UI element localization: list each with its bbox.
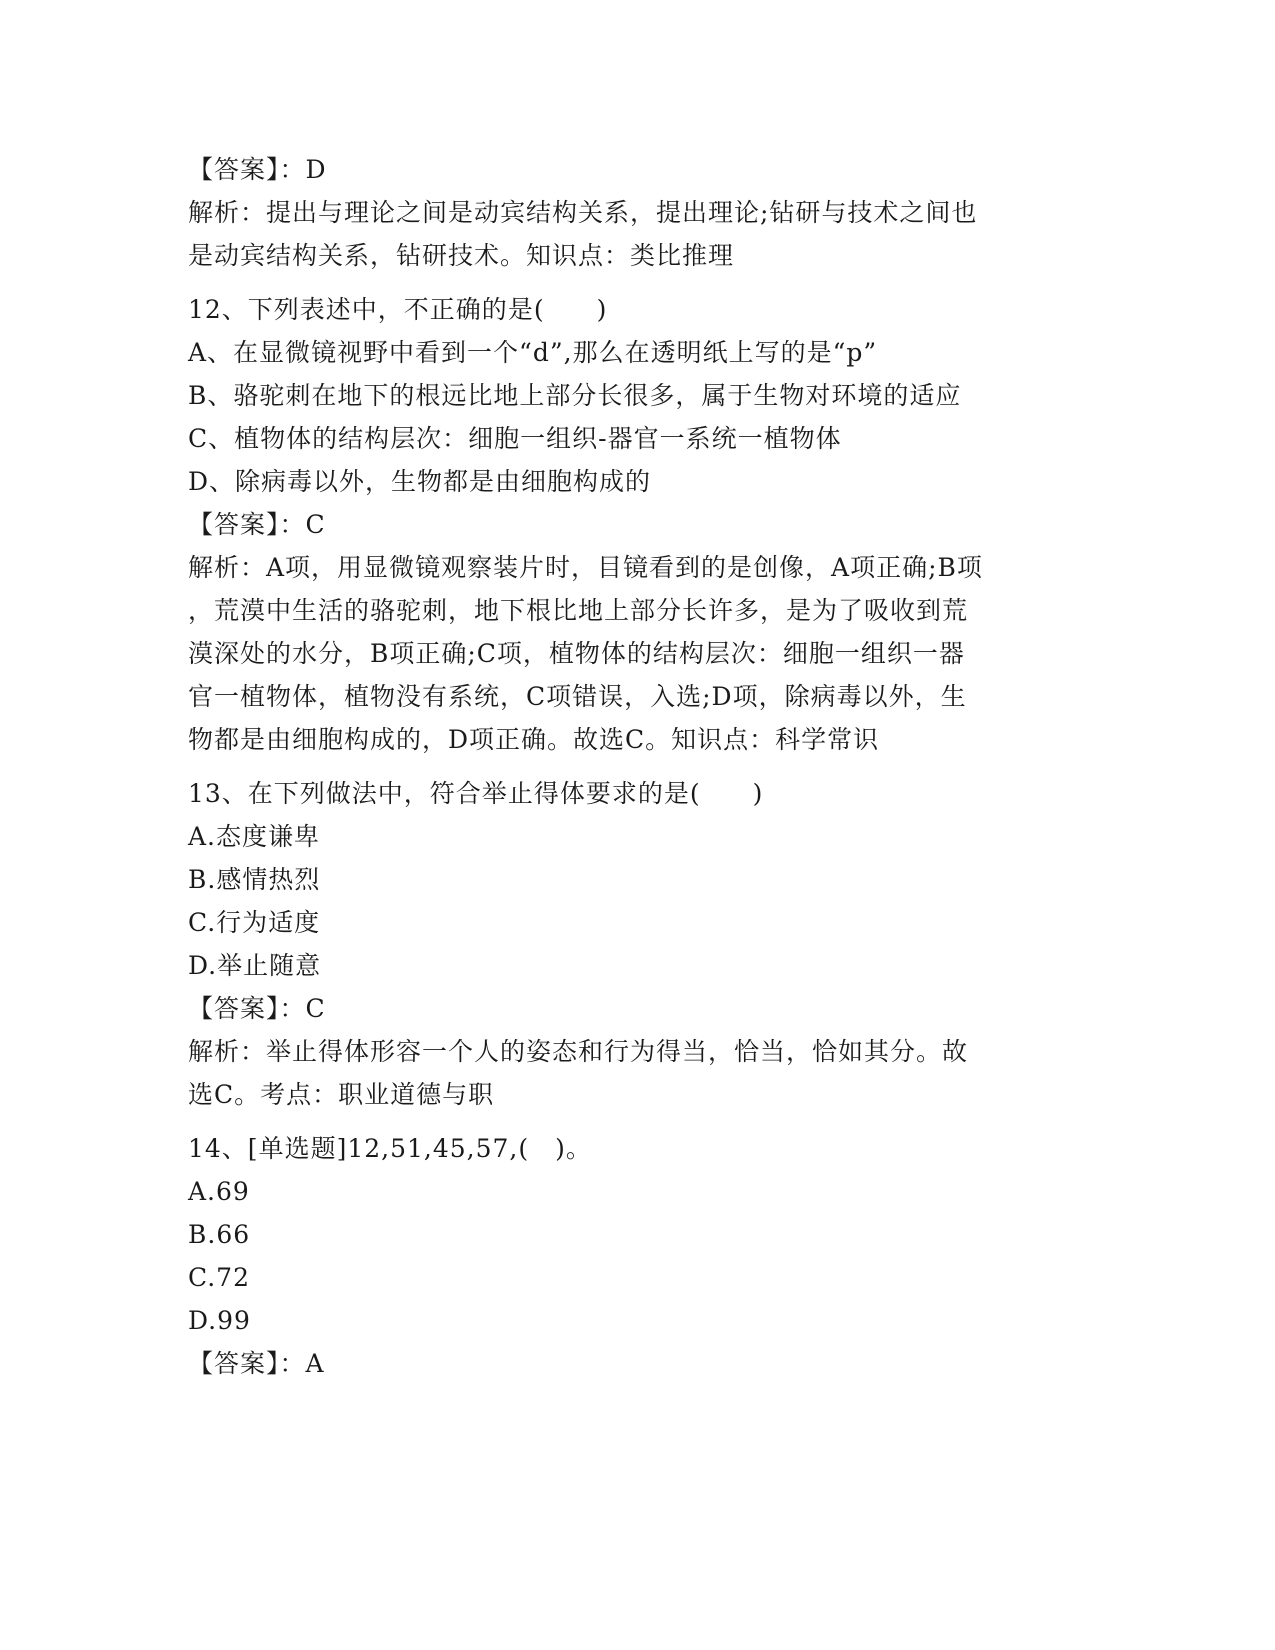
- option-b: B、骆驼刺在地下的根远比地上部分长很多，属于生物对环境的适应: [188, 381, 962, 410]
- option-c: C、植物体的结构层次：细胞一组织-器官一系统一植物体: [188, 424, 842, 453]
- question-stem: 14、[单选题]12,51,45,57,( )。: [188, 1134, 592, 1163]
- analysis-line: 物都是由细胞构成的，D项正确。故选C。知识点：科学常识: [188, 725, 880, 754]
- option-a: A、在显微镜视野中看到一个“d”,那么在透明纸上写的是“p”: [188, 338, 878, 367]
- question-14: [188, 1127, 1088, 1385]
- question-12: [188, 288, 1088, 761]
- option-b: B.66: [188, 1220, 251, 1249]
- analysis-line: 官一植物体，植物没有系统，C项错误，入选;D项，除病毒以外，生: [188, 682, 967, 711]
- answer-line: 【答案】：A: [188, 1349, 325, 1378]
- option-d: D.99: [188, 1306, 251, 1335]
- answer-block-11: [188, 148, 1088, 277]
- option-d: D.举止随意: [188, 951, 322, 980]
- option-b: B.感情热烈: [188, 865, 321, 894]
- answer-line: 【答案】：C: [188, 510, 326, 539]
- question-stem: 13、在下列做法中，符合举止得体要求的是( ): [188, 779, 764, 808]
- option-c: C.72: [188, 1263, 250, 1292]
- analysis-line: 是动宾结构关系，钻研技术。知识点：类比推理: [188, 241, 735, 270]
- answer-line: 【答案】：D: [188, 155, 327, 184]
- option-a: A.态度谦卑: [188, 822, 321, 851]
- option-a: A.69: [188, 1177, 250, 1206]
- analysis-line: 解析：A项，用显微镜观察装片时，目镜看到的是创像，A项正确;B项: [188, 553, 983, 582]
- answer-line: 【答案】：C: [188, 994, 326, 1023]
- analysis-line: 选C。考点：职业道德与职: [188, 1080, 495, 1109]
- analysis-line: 解析：提出与理论之间是动宾结构关系，提出理论;钻研与技术之间也: [188, 198, 978, 227]
- option-c: C.行为适度: [188, 908, 321, 937]
- question-stem: 12、下列表述中，不正确的是( ): [188, 295, 608, 324]
- option-d: D、除病毒以外，生物都是由细胞构成的: [188, 467, 652, 496]
- document-page: [188, 148, 1088, 1385]
- question-13: [188, 772, 1088, 1116]
- analysis-line: 漠深处的水分，B项正确;C项，植物体的结构层次：细胞一组织一器: [188, 639, 965, 668]
- analysis-line: ，荒漠中生活的骆驼刺，地下根比地上部分长许多，是为了吸收到荒: [188, 596, 969, 625]
- analysis-line: 解析：举止得体形容一个人的姿态和行为得当，恰当，恰如其分。故: [188, 1037, 969, 1066]
